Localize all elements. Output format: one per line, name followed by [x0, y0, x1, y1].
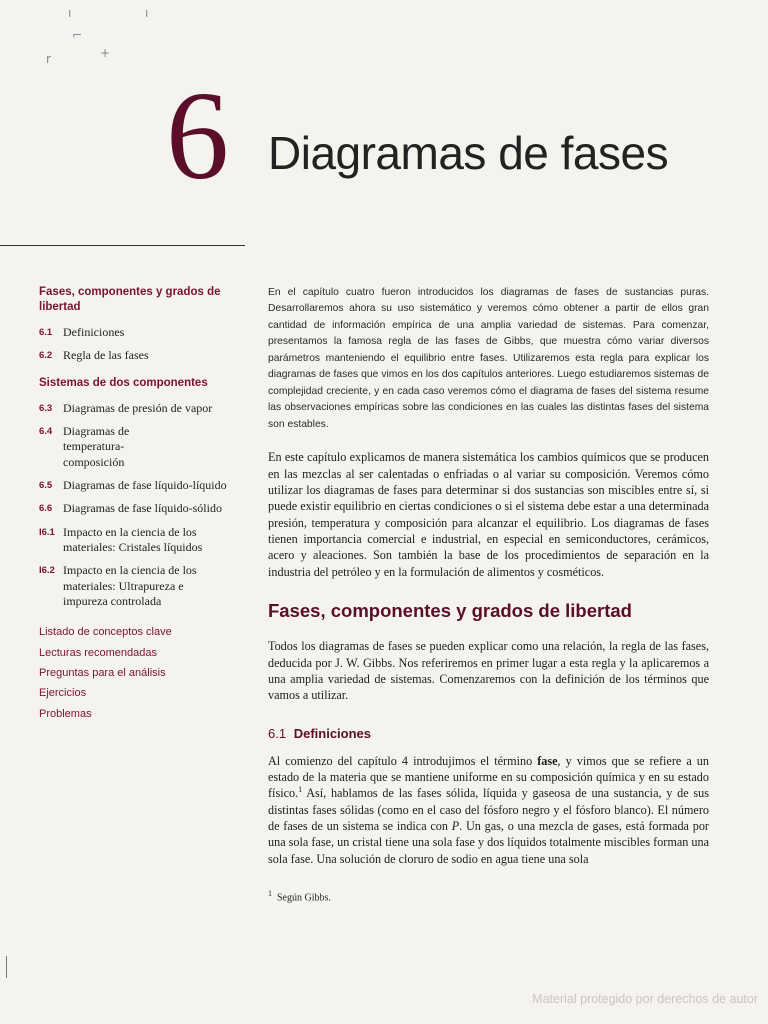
footnote-text: Según Gibbs.: [277, 892, 331, 904]
copyright-watermark: Material protegido por derechos de autor: [532, 992, 758, 1006]
chapter-number: 6: [166, 67, 229, 206]
toc-item: [39, 424, 249, 470]
subsection-number: 6.1: [268, 725, 287, 741]
toc-item-label: Diagramas de presión de vapor: [63, 400, 213, 415]
scan-mark: r: [46, 52, 51, 66]
toc-item: [39, 325, 249, 340]
scan-mark: ı: [145, 6, 149, 20]
toc-section-title: Fases, componentes y grados de libertad: [39, 286, 221, 313]
toc-item-number: 6.2: [39, 350, 53, 362]
toc-item: [39, 478, 249, 493]
toc-item-number: 6.4: [39, 425, 53, 437]
toc-item: [39, 501, 249, 516]
main-content: [268, 285, 709, 903]
text-run: , y vimos que se refiere a un estado de la materia que se mantiene uniforme en su composición química y en su estado físico.: [268, 753, 709, 801]
footnote-number: 1: [268, 889, 272, 898]
body-paragraph: En este capítulo explicamos de manera sistemática los cambios químicos que se producen en las mezclas al ser calentadas o enfriadas o al variar su composición. Veremos cómo utilizar los diagramas de fases para determinar si dos sustancias son miscibles entre sí, si puede existir equilibrio en ciertas condiciones o si el sistema debe estar a una determinada presión, temperatura y composición para alcanzar el equilibrio. Los diagramas de fases tienen importancia comercial e industrial, en especial en semiconductores, cerámicos, acero y aleaciones. Son también la base de los procedimientos de separación en la industria del petróleo y en la formulación de alimentos y cosméticos.: [268, 450, 709, 579]
divider: [0, 245, 245, 246]
toc-item-label: Impacto en la ciencia de los materiales: Cristales líquidos: [63, 524, 203, 555]
toc-links: [39, 625, 249, 720]
toc-item-label: Diagramas de fase líquido-líquido: [63, 477, 227, 492]
subsection-heading: [268, 726, 709, 741]
toc-item-label: Diagramas de temperatura-composición: [63, 423, 130, 469]
toc-link-exercises[interactable]: Ejercicios: [39, 687, 87, 700]
toc-item-label: Impacto en la ciencia de los materiales: Ultrapureza e impureza controlada: [63, 563, 197, 609]
footnote-ref[interactable]: 1: [298, 785, 303, 795]
chapter-title: Diagramas de fases: [268, 127, 669, 179]
text-run: . Un gas, o una mezcla de gases, está formada por una sola fase, un cristal tiene una sola fase y dos líquidos totalmente miscibles forman una sola fase. Una solución de cloruro de sodio en agua tiene una sola: [268, 818, 709, 866]
toc-item: [39, 525, 249, 556]
toc-section-title: Sistemas de dos componentes: [39, 376, 208, 389]
symbol-p: P: [451, 818, 460, 833]
toc-item-number: 6.3: [39, 402, 53, 414]
subsection-title: Definiciones: [293, 725, 371, 741]
toc-item-number: 6.1: [39, 326, 53, 338]
body-paragraph: [268, 753, 709, 867]
scan-mark: ⌐: [72, 28, 83, 42]
toc-link-key-concepts[interactable]: Listado de conceptos clave: [39, 626, 172, 639]
body-paragraph: Todos los diagramas de fases se pueden explicar como una relación, la regla de las fases, deducida por J. W. Gibbs. Nos referiremos en primer lugar a esta regla y la aplicaremos a una amplia variedad de sistemas. Comenzaremos con la definición de los términos que vamos a utilizar.: [268, 639, 709, 703]
toc-item: [39, 563, 249, 609]
footnote: [268, 889, 709, 903]
scan-mark: [6, 956, 7, 978]
toc-item-label: Diagramas de fase líquido-sólido: [63, 501, 222, 516]
chapter-toc: [39, 285, 249, 727]
toc-item: [39, 401, 249, 416]
text-run: Al comienzo del capítulo 4 introdujimos el término: [268, 753, 538, 768]
toc-item-number: 6.6: [39, 503, 53, 515]
toc-link-problems[interactable]: Problemas: [39, 707, 92, 720]
toc-item-label: Regla de las fases: [63, 348, 149, 363]
toc-item-number: I6.2: [39, 565, 55, 577]
toc-link-questions[interactable]: Preguntas para el análisis: [39, 667, 166, 680]
toc-link-readings[interactable]: Lecturas recomendadas: [39, 646, 158, 659]
toc-item-number: I6.1: [39, 526, 55, 538]
term-phase: fase: [537, 753, 558, 768]
scan-mark: +: [100, 46, 111, 60]
toc-item-number: 6.5: [39, 479, 53, 491]
text-run: Así, hablamos de las fases sólida, líquida y gaseosa de una sustancia, y de sus distintas fases sólidas (como en el caso del fósforo negro y el fósforo blanco). El número de fases de un sistema se indica con: [268, 786, 709, 833]
toc-item: [39, 348, 249, 363]
section-heading: Fases, componentes y grados de libertad: [268, 599, 632, 621]
intro-paragraph: En el capítulo cuatro fueron introducidos los diagramas de fases de sustancias puras. Desarrollaremos ahora su uso sistemático y veremos cómo obtener a partir de ellos gran cantidad de información empírica de una amplia variedad de sistemas. Para comenzar, presentamos la famosa regla de las fases de Gibbs, que muestra cómo variar diversos parámetros manteniendo el equilibrio entre fases. Utilizaremos esta regla para explicar los diagramas de fases que vimos en los dos capítulos anteriores. Luego estudiaremos sistemas de complejidad creciente, y en cada caso veremos cómo el diagrama de fases del sistema resume las observaciones empíricas sobre las condiciones en las cuales las distintas fases del sistema son estables.: [268, 287, 709, 430]
scan-mark: ı: [68, 6, 72, 20]
toc-item-label: Definiciones: [63, 324, 125, 339]
